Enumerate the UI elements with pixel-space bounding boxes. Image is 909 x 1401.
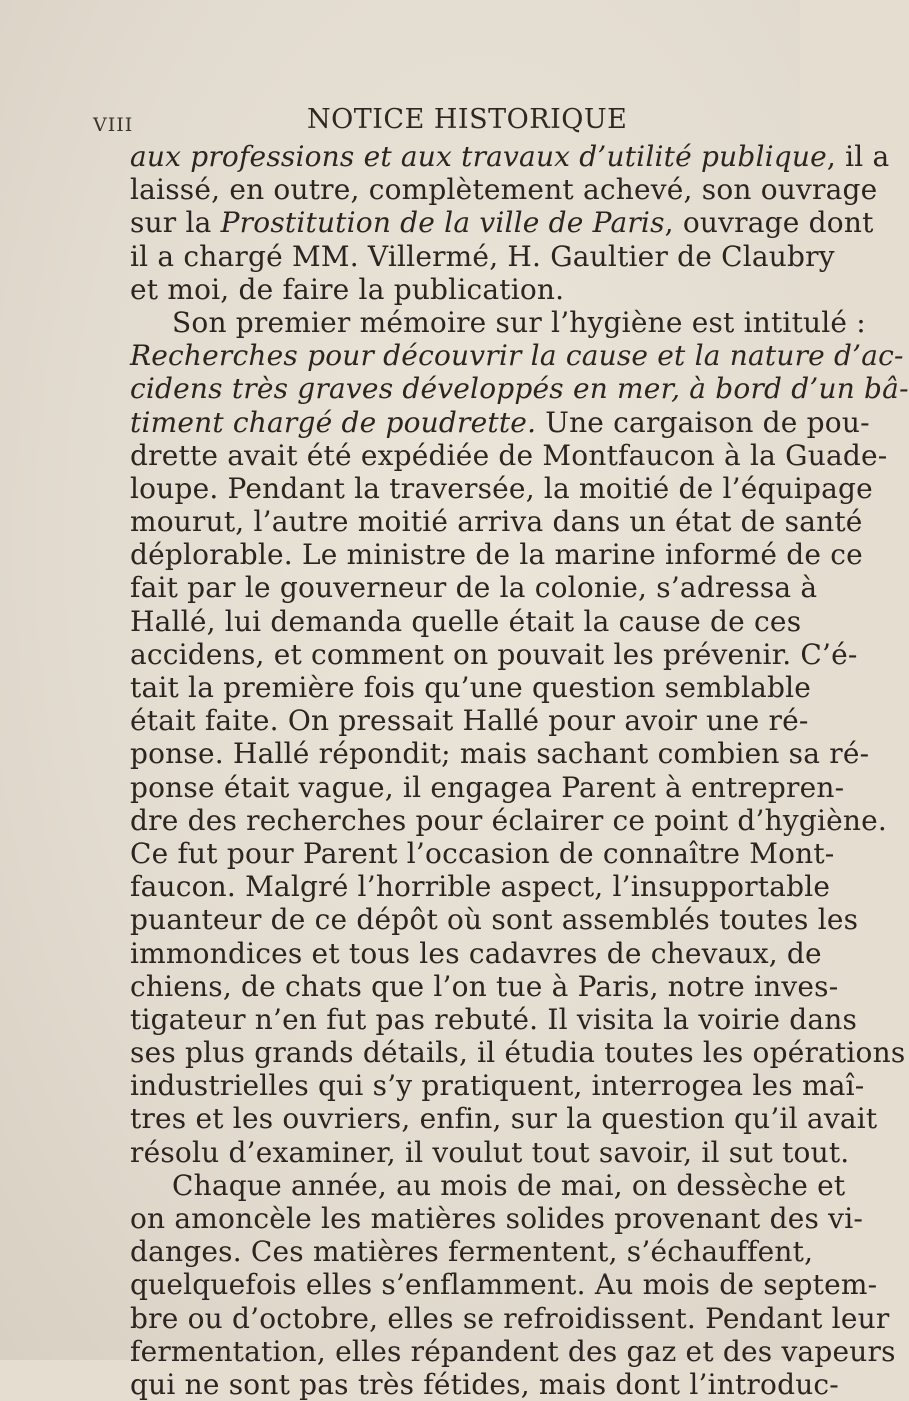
text-line: laissé, en outre, complètement achevé, son ouvrage [130, 173, 878, 207]
text-line: danges. Ces matières fermentent, s’échauffent, [130, 1235, 814, 1269]
text-line: chiens, de chats que l’on tue à Paris, notre inves- [130, 969, 839, 1003]
text-line: ses plus grands détails, il étudia toutes les opérations [130, 1036, 906, 1070]
text-line: résolu d’examiner, il voulut tout savoir, il sut tout. [130, 1135, 850, 1169]
text-line: faucon. Malgré l’horrible aspect, l’insupportable [130, 870, 831, 904]
text-line: bre ou d’octobre, elles se refroidissent. Pendant leur [130, 1301, 890, 1335]
page-header [0, 104, 800, 144]
text-line: tait la première fois qu’une question semblable [130, 671, 812, 704]
text-line: ponse était vague, il engagea Parent à entrepren- [130, 770, 845, 804]
text-line: on amoncèle les matières solides provenant des vi- [130, 1202, 864, 1235]
text-line: ponse. Hallé répondit; mais sachant combien sa ré- [130, 737, 870, 771]
text-line: tigateur n’en fut pas rebuté. Il visita la voirie dans [130, 1002, 858, 1036]
text-line: mourut, l’autre moitié arriva dans un état de santé [130, 505, 863, 539]
text-line: accidens, et comment on pouvait les prévenir. C’é- [130, 637, 858, 671]
text-line: Son premier mémoire sur l’hygiène est intitulé : [172, 305, 866, 339]
text-line: Chaque année, au mois de mai, on dessèche et [172, 1168, 846, 1202]
text-line: timent chargé de poudrette. Une cargaison de pou- [130, 405, 870, 439]
text-line: dre des recherches pour éclairer ce point d’hygiène. [130, 803, 888, 837]
text-line: loupe. Pendant la traversée, la moitié de l’équipage [130, 471, 873, 505]
text-line: déplorable. Le ministre de la marine informé de ce [130, 538, 863, 572]
text-line: fait par le gouverneur de la colonie, s’adressa à [130, 571, 818, 605]
text-line: quelquefois elles s’enflamment. Au mois de septem- [130, 1268, 878, 1302]
text-line: cidens très graves développés en mer, à bord d’un bâ- [130, 372, 909, 406]
text-line: et moi, de faire la publication. [130, 272, 565, 306]
running-title: NOTICE HISTORIQUE [307, 104, 628, 135]
text-line: était faite. On pressait Hallé pour avoir une ré- [130, 704, 809, 738]
text-line: drette avait été expédiée de Montfaucon à la Guade- [130, 438, 888, 472]
text-line: il a chargé MM. Villermé, H. Gaultier de Claubry [130, 239, 835, 273]
page-number: VIII [93, 114, 134, 136]
text-line: puanteur de ce dépôt où sont assemblés toutes les [130, 903, 859, 937]
text-line: sur la Prostitution de la ville de Paris, ouvrage dont [130, 206, 874, 240]
body-text [130, 140, 909, 1401]
text-line: immondices et tous les cadavres de chevaux, de [130, 936, 822, 970]
text-line: tres et les ouvriers, enfin, sur la question qu’il avait [130, 1102, 878, 1136]
text-line: qui ne sont pas très fétides, mais dont l’introduc- [130, 1367, 839, 1401]
text-line: aux professions et aux travaux d’utilité publique, il a [130, 140, 890, 173]
text-line: industrielles qui s’y pratiquent, interrogea les maî- [130, 1069, 865, 1103]
text-line: fermentation, elles répandent des gaz et des vapeurs [130, 1334, 896, 1368]
text-line: Hallé, lui demanda quelle était la cause de ces [130, 604, 802, 638]
text-line: Ce fut pour Parent l’occasion de connaître Mont- [130, 836, 835, 870]
text-line: Recherches pour découvrir la cause et la nature d’ac- [130, 339, 904, 373]
